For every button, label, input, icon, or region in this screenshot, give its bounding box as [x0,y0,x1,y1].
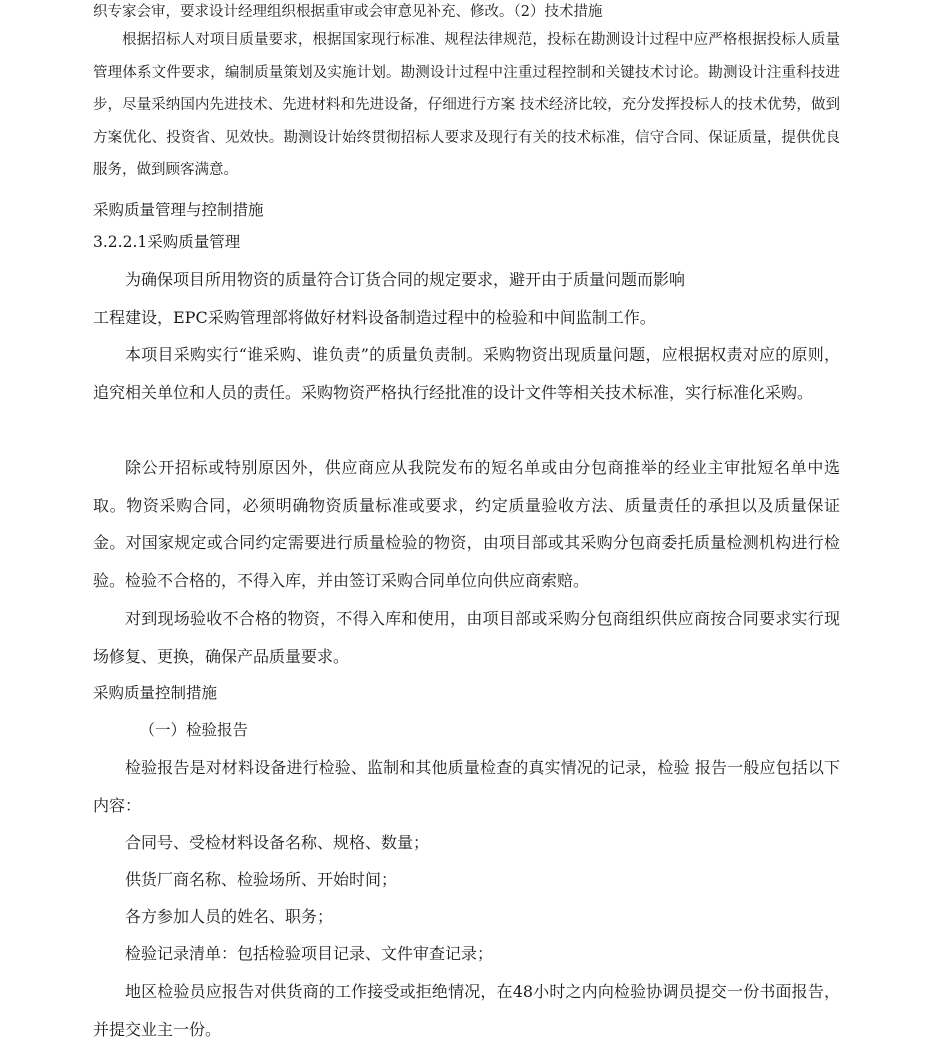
list-item-inspection-records: 检验记录清单：包括检验项目记录、文件审查记录； [125,944,494,963]
paragraph-regional-inspector: 地区检验员应报告对供货商的工作接受或拒绝情况，在48小时之内向检验协调员提交一份书面报告，并提交业主一份。 [93,982,840,1039]
list-item-supplier-name: 供货厂商名称、检验场所、开始时间； [125,870,398,889]
paragraph-supplier-selection: 除公开招标或特别原因外，供应商应从我院发布的短名单或由分包商推举的经业主审批短名单中选取。物资采购合同，必须明确物资质量标准或要求，约定质量验收方法、质量责任的承担以及质量保证金。对国家规定或合同约定需要进行质量检验的物资，由项目部或其采购分包商委托质量检测机构进行检验。检验不合格的，不得入库，并由签订采购合同单位向供应商索赔。 [93,458,840,591]
list-item-contract-number: 合同号、受检材料设备名称、规格、数量； [125,833,430,852]
paragraph-continuation: 织专家会审，要求设计经理组织根据重审或会审意见补充、修改。（2）技术措施 [93,4,603,20]
paragraph-purpose: 为确保项目所用物资的质量符合订货合同的规定要求，避开由于质量问题而影响 [125,270,686,289]
subheading-inspection-report: （一）检验报告 [139,721,249,739]
list-item-participants: 各方参加人员的姓名、职务； [125,907,334,926]
section-heading-procurement-quality: 采购质量管理与控制措施 [93,201,264,219]
subsection-heading-3-2-2-1: 3.2.2.1采购质量管理 [93,233,241,251]
paragraph-onsite-inspection: 对到现场验收不合格的物资，不得入库和使用，由项目部或采购分包商组织供应商按合同要求实行现场修复、更换，确保产品质量要求。 [93,609,840,666]
section-heading-control-measures: 采购质量控制措施 [93,684,218,702]
paragraph-inspection-report: 检验报告是对材料设备进行检验、监制和其他质量检查的真实情况的记录，检验 报告一般应包括以下内容： [93,758,840,815]
paragraph-technical-measures: 根据招标人对项目质量要求，根据国家现行标准、规程法律规范，投标在勘测设计过程中应严格根据投标人质量管理体系文件要求，编制质量策划及实施计划。勘测设计过程中注重过程控制和关键技术讨论。勘测设计注重科技进步，尽量采纳国内先进技术、先进材料和先进设备，仔细进行方案 技术经济比较，充分发挥投标人的技术优势，做到方案优化、投资省、见效快。勘测设计始终贯彻招标人要求及现行有关的技术标准，信守合同、保证质量，提供优良服务，做到顾客满意。 [93,32,840,178]
paragraph-purpose-continued: 工程建设，EPC采购管理部将做好材料设备制造过程中的检验和中间监制工作。 [93,308,656,327]
paragraph-responsibility: 本项目采购实行“谁采购、谁负责”的质量负责制。采购物资出现质量问题，应根据权责对应的原则，追究相关单位和人员的责任。采购物资严格执行经批准的设计文件等相关技术标准，实行标准化采购。 [93,345,840,402]
